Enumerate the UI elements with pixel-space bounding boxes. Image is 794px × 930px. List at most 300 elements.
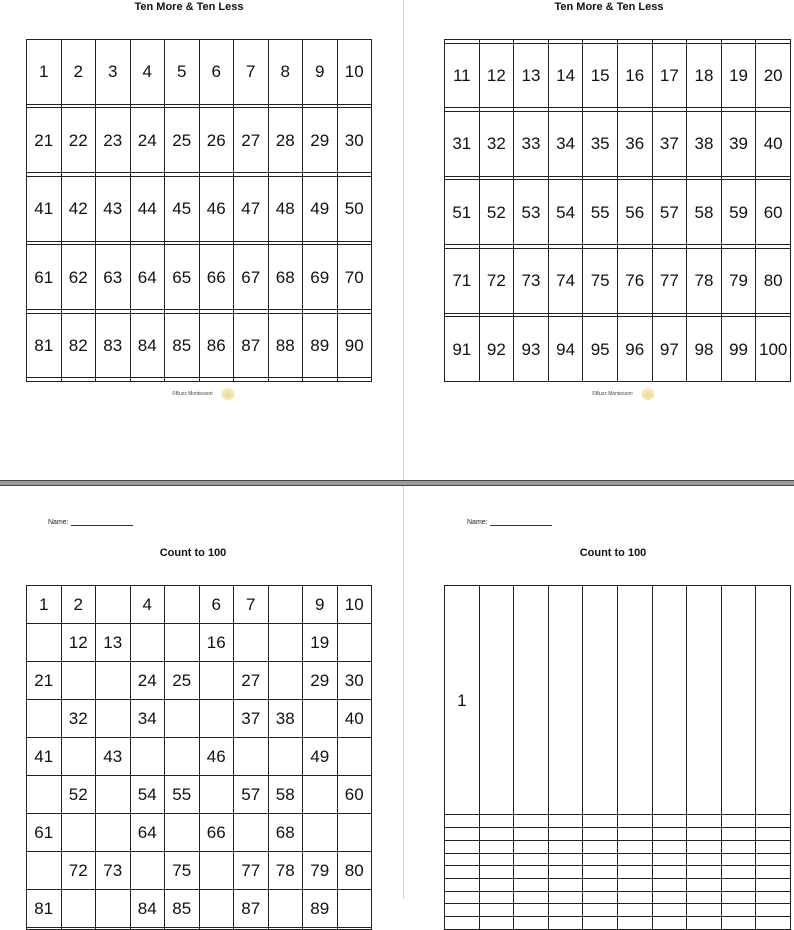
grid-cell[interactable]: 66	[199, 245, 234, 310]
grid-cell[interactable]	[337, 378, 372, 382]
grid-cell[interactable]: 27	[234, 661, 269, 699]
grid-cell[interactable]	[583, 828, 618, 841]
grid-cell[interactable]	[514, 917, 549, 930]
grid-cell[interactable]	[548, 904, 583, 917]
grid-cell[interactable]	[234, 813, 269, 851]
grid-cell[interactable]	[617, 879, 652, 892]
grid-cell[interactable]: 85	[165, 313, 200, 378]
grid-cell[interactable]	[165, 927, 200, 929]
grid-cell[interactable]: 55	[165, 775, 200, 813]
grid-cell[interactable]: 41	[27, 176, 62, 241]
grid-cell[interactable]: 48	[268, 176, 303, 241]
grid-cell[interactable]	[756, 586, 791, 815]
grid-cell[interactable]: 84	[130, 313, 165, 378]
grid-cell[interactable]: 35	[583, 111, 618, 176]
grid-cell[interactable]: 92	[479, 317, 514, 382]
grid-cell[interactable]: 39	[721, 111, 756, 176]
grid-cell[interactable]	[165, 699, 200, 737]
grid-cell[interactable]	[165, 737, 200, 775]
grid-cell[interactable]: 72	[479, 248, 514, 313]
grid-cell[interactable]: 10	[337, 586, 372, 624]
grid-cell[interactable]	[721, 840, 756, 853]
grid-cell[interactable]: 49	[303, 737, 338, 775]
grid-cell[interactable]: 60	[337, 775, 372, 813]
grid-cell[interactable]	[96, 889, 131, 927]
grid-cell[interactable]: 9	[303, 586, 338, 624]
grid-cell[interactable]	[479, 917, 514, 930]
grid-cell[interactable]: 60	[756, 180, 791, 245]
grid-cell[interactable]	[337, 813, 372, 851]
grid-cell[interactable]: 79	[303, 851, 338, 889]
grid-cell[interactable]	[756, 828, 791, 841]
grid-cell[interactable]: 71	[445, 248, 480, 313]
grid-cell[interactable]	[687, 586, 722, 815]
grid-cell[interactable]	[337, 889, 372, 927]
grid-cell[interactable]	[61, 737, 96, 775]
grid-cell[interactable]	[514, 840, 549, 853]
name-field-bottom-right[interactable]	[467, 517, 552, 526]
grid-cell[interactable]	[721, 828, 756, 841]
grid-cell[interactable]: 19	[303, 623, 338, 661]
grid-cell[interactable]: 30	[337, 108, 372, 173]
grid-cell[interactable]	[548, 853, 583, 866]
grid-cell[interactable]	[445, 879, 480, 892]
grid-cell[interactable]	[721, 879, 756, 892]
grid-cell[interactable]	[96, 813, 131, 851]
grid-cell[interactable]: 5	[165, 40, 200, 105]
grid-cell[interactable]: 26	[199, 108, 234, 173]
grid-cell[interactable]	[61, 927, 96, 929]
grid-cell[interactable]	[337, 927, 372, 929]
grid-cell[interactable]	[583, 904, 618, 917]
grid-cell[interactable]	[514, 586, 549, 815]
grid-cell[interactable]	[27, 775, 62, 813]
grid-cell[interactable]: 44	[130, 176, 165, 241]
grid-cell[interactable]: 57	[652, 180, 687, 245]
grid-cell[interactable]	[445, 904, 480, 917]
grid-cell[interactable]	[479, 586, 514, 815]
grid-cell[interactable]	[96, 586, 131, 624]
grid-cell[interactable]	[199, 775, 234, 813]
grid-cell[interactable]	[514, 879, 549, 892]
grid-cell[interactable]	[617, 904, 652, 917]
grid-cell[interactable]	[130, 851, 165, 889]
grid-cell[interactable]	[445, 917, 480, 930]
grid-cell[interactable]	[617, 853, 652, 866]
grid-cell[interactable]: 80	[756, 248, 791, 313]
grid-cell[interactable]: 55	[583, 180, 618, 245]
grid-cell[interactable]: 69	[303, 245, 338, 310]
grid-cell[interactable]: 93	[514, 317, 549, 382]
grid-cell[interactable]	[548, 917, 583, 930]
grid-cell[interactable]: 37	[652, 111, 687, 176]
grid-cell[interactable]	[721, 891, 756, 904]
grid-cell[interactable]	[756, 866, 791, 879]
grid-cell[interactable]: 15	[583, 43, 618, 108]
grid-cell[interactable]	[268, 623, 303, 661]
grid-cell[interactable]	[652, 815, 687, 828]
grid-cell[interactable]	[96, 378, 131, 382]
grid-cell[interactable]: 87	[234, 313, 269, 378]
grid-cell[interactable]	[514, 828, 549, 841]
grid-cell[interactable]: 94	[548, 317, 583, 382]
grid-cell[interactable]: 68	[268, 813, 303, 851]
grid-cell[interactable]: 98	[687, 317, 722, 382]
grid-cell[interactable]	[445, 828, 480, 841]
grid-cell[interactable]: 81	[27, 889, 62, 927]
grid-cell[interactable]: 91	[445, 317, 480, 382]
grid-cell[interactable]: 43	[96, 737, 131, 775]
grid-cell[interactable]: 75	[583, 248, 618, 313]
grid-cell[interactable]	[479, 891, 514, 904]
grid-cell[interactable]	[548, 840, 583, 853]
grid-cell[interactable]	[130, 623, 165, 661]
grid-cell[interactable]: 57	[234, 775, 269, 813]
grid-cell[interactable]: 95	[583, 317, 618, 382]
grid-cell[interactable]: 1	[27, 586, 62, 624]
grid-cell[interactable]: 54	[548, 180, 583, 245]
grid-cell[interactable]: 22	[61, 108, 96, 173]
grid-cell[interactable]	[721, 866, 756, 879]
grid-cell[interactable]	[27, 378, 62, 382]
grid-cell[interactable]	[514, 853, 549, 866]
grid-cell[interactable]	[268, 661, 303, 699]
grid-cell[interactable]	[687, 828, 722, 841]
grid-cell[interactable]: 11	[445, 43, 480, 108]
grid-cell[interactable]	[268, 378, 303, 382]
grid-cell[interactable]	[548, 815, 583, 828]
grid-cell[interactable]	[652, 917, 687, 930]
grid-cell[interactable]: 52	[61, 775, 96, 813]
grid-cell[interactable]	[548, 879, 583, 892]
grid-cell[interactable]: 87	[234, 889, 269, 927]
grid-cell[interactable]	[583, 879, 618, 892]
grid-cell[interactable]	[687, 879, 722, 892]
grid-cell[interactable]: 96	[617, 317, 652, 382]
grid-cell[interactable]	[652, 586, 687, 815]
grid-cell[interactable]: 78	[687, 248, 722, 313]
name-blank-line[interactable]	[71, 517, 133, 526]
grid-cell[interactable]: 66	[199, 813, 234, 851]
grid-cell[interactable]	[303, 927, 338, 929]
grid-cell[interactable]: 10	[337, 40, 372, 105]
grid-cell[interactable]	[96, 775, 131, 813]
grid-cell[interactable]	[199, 699, 234, 737]
grid-cell[interactable]: 76	[617, 248, 652, 313]
grid-cell[interactable]: 38	[268, 699, 303, 737]
grid-cell[interactable]	[687, 815, 722, 828]
grid-cell[interactable]: 29	[303, 661, 338, 699]
grid-cell[interactable]: 46	[199, 176, 234, 241]
grid-cell[interactable]: 32	[61, 699, 96, 737]
grid-cell[interactable]: 47	[234, 176, 269, 241]
grid-cell[interactable]: 81	[27, 313, 62, 378]
grid-cell[interactable]	[583, 917, 618, 930]
grid-cell[interactable]: 58	[687, 180, 722, 245]
grid-cell[interactable]	[687, 891, 722, 904]
grid-cell[interactable]: 21	[27, 108, 62, 173]
grid-cell[interactable]	[583, 586, 618, 815]
grid-cell[interactable]	[61, 378, 96, 382]
grid-cell[interactable]: 77	[234, 851, 269, 889]
grid-cell[interactable]: 45	[165, 176, 200, 241]
grid-cell[interactable]	[756, 891, 791, 904]
grid-cell[interactable]	[27, 927, 62, 929]
grid-cell[interactable]	[583, 853, 618, 866]
grid-cell[interactable]: 7	[234, 40, 269, 105]
grid-cell[interactable]: 99	[721, 317, 756, 382]
grid-cell[interactable]	[234, 927, 269, 929]
grid-cell[interactable]	[756, 879, 791, 892]
grid-cell[interactable]: 43	[96, 176, 131, 241]
grid-cell[interactable]: 46	[199, 737, 234, 775]
grid-cell[interactable]	[199, 378, 234, 382]
grid-cell[interactable]: 83	[96, 313, 131, 378]
grid-cell[interactable]: 33	[514, 111, 549, 176]
grid-cell[interactable]: 34	[130, 699, 165, 737]
grid-cell[interactable]	[303, 378, 338, 382]
grid-cell[interactable]: 90	[337, 313, 372, 378]
grid-cell[interactable]: 17	[652, 43, 687, 108]
grid-cell[interactable]: 23	[96, 108, 131, 173]
grid-cell[interactable]	[234, 737, 269, 775]
grid-cell[interactable]	[687, 853, 722, 866]
grid-cell[interactable]: 4	[130, 40, 165, 105]
grid-cell[interactable]: 88	[268, 313, 303, 378]
grid-cell[interactable]: 41	[27, 737, 62, 775]
grid-cell[interactable]: 25	[165, 108, 200, 173]
grid-cell[interactable]	[721, 586, 756, 815]
name-blank-line[interactable]	[490, 517, 552, 526]
grid-cell[interactable]	[268, 927, 303, 929]
grid-cell[interactable]	[756, 917, 791, 930]
grid-cell[interactable]: 12	[479, 43, 514, 108]
grid-cell[interactable]	[652, 866, 687, 879]
grid-cell[interactable]: 62	[61, 245, 96, 310]
grid-cell[interactable]: 86	[199, 313, 234, 378]
grid-cell[interactable]	[165, 813, 200, 851]
grid-cell[interactable]: 65	[165, 245, 200, 310]
grid-cell[interactable]: 16	[199, 623, 234, 661]
grid-cell[interactable]	[27, 699, 62, 737]
grid-cell[interactable]: 61	[27, 813, 62, 851]
grid-cell[interactable]: 38	[687, 111, 722, 176]
grid-cell[interactable]: 54	[130, 775, 165, 813]
grid-cell[interactable]	[479, 866, 514, 879]
grid-cell[interactable]	[303, 699, 338, 737]
grid-cell[interactable]	[652, 891, 687, 904]
grid-cell[interactable]: 24	[130, 108, 165, 173]
grid-cell[interactable]: 49	[303, 176, 338, 241]
grid-cell[interactable]	[337, 737, 372, 775]
grid-cell[interactable]: 59	[721, 180, 756, 245]
grid-cell[interactable]	[548, 586, 583, 815]
grid-cell[interactable]	[756, 853, 791, 866]
grid-cell[interactable]: 14	[548, 43, 583, 108]
grid-cell[interactable]	[165, 378, 200, 382]
grid-cell[interactable]	[548, 866, 583, 879]
grid-cell[interactable]: 74	[548, 248, 583, 313]
grid-cell[interactable]	[514, 815, 549, 828]
grid-cell[interactable]	[445, 853, 480, 866]
grid-cell[interactable]	[514, 904, 549, 917]
grid-cell[interactable]	[479, 828, 514, 841]
grid-cell[interactable]	[479, 853, 514, 866]
grid-cell[interactable]: 13	[514, 43, 549, 108]
grid-cell[interactable]: 50	[337, 176, 372, 241]
grid-cell[interactable]: 68	[268, 245, 303, 310]
grid-cell[interactable]	[199, 927, 234, 929]
grid-cell[interactable]: 12	[61, 623, 96, 661]
grid-cell[interactable]	[337, 623, 372, 661]
grid-cell[interactable]: 42	[61, 176, 96, 241]
grid-cell[interactable]: 24	[130, 661, 165, 699]
grid-cell[interactable]: 84	[130, 889, 165, 927]
grid-cell[interactable]	[721, 917, 756, 930]
grid-cell[interactable]: 28	[268, 108, 303, 173]
grid-cell[interactable]: 82	[61, 313, 96, 378]
grid-cell[interactable]	[514, 866, 549, 879]
grid-cell[interactable]	[268, 737, 303, 775]
grid-cell[interactable]: 16	[617, 43, 652, 108]
grid-cell[interactable]: 73	[96, 851, 131, 889]
grid-cell[interactable]	[583, 840, 618, 853]
grid-cell[interactable]: 13	[96, 623, 131, 661]
grid-cell[interactable]: 100	[756, 317, 791, 382]
grid-cell[interactable]: 20	[756, 43, 791, 108]
grid-cell[interactable]: 73	[514, 248, 549, 313]
grid-cell[interactable]: 4	[130, 586, 165, 624]
grid-cell[interactable]	[165, 623, 200, 661]
grid-cell[interactable]: 53	[514, 180, 549, 245]
grid-cell[interactable]: 34	[548, 111, 583, 176]
grid-cell[interactable]: 80	[337, 851, 372, 889]
grid-cell[interactable]: 18	[687, 43, 722, 108]
grid-cell[interactable]	[687, 917, 722, 930]
grid-cell[interactable]: 37	[234, 699, 269, 737]
grid-cell[interactable]: 40	[337, 699, 372, 737]
grid-cell[interactable]	[721, 904, 756, 917]
grid-cell[interactable]	[617, 828, 652, 841]
grid-cell[interactable]: 72	[61, 851, 96, 889]
grid-cell[interactable]	[96, 661, 131, 699]
grid-cell[interactable]	[652, 853, 687, 866]
grid-cell[interactable]: 31	[445, 111, 480, 176]
grid-cell[interactable]	[583, 866, 618, 879]
grid-cell[interactable]: 89	[303, 313, 338, 378]
grid-cell[interactable]: 85	[165, 889, 200, 927]
name-field-bottom-left[interactable]	[48, 517, 133, 526]
grid-cell[interactable]: 1	[27, 40, 62, 105]
grid-cell[interactable]: 21	[27, 661, 62, 699]
grid-cell[interactable]: 56	[617, 180, 652, 245]
grid-cell[interactable]	[130, 927, 165, 929]
grid-cell[interactable]	[756, 840, 791, 853]
grid-cell[interactable]	[687, 866, 722, 879]
grid-cell[interactable]	[234, 378, 269, 382]
grid-cell[interactable]	[96, 699, 131, 737]
grid-cell[interactable]	[445, 840, 480, 853]
grid-cell[interactable]	[617, 840, 652, 853]
grid-cell[interactable]	[548, 828, 583, 841]
grid-cell[interactable]	[199, 661, 234, 699]
grid-cell[interactable]	[268, 889, 303, 927]
grid-cell[interactable]: 29	[303, 108, 338, 173]
grid-cell[interactable]: 40	[756, 111, 791, 176]
grid-cell[interactable]	[61, 889, 96, 927]
grid-cell[interactable]	[652, 904, 687, 917]
grid-cell[interactable]	[268, 586, 303, 624]
grid-cell[interactable]	[303, 775, 338, 813]
grid-cell[interactable]	[617, 586, 652, 815]
grid-cell[interactable]: 63	[96, 245, 131, 310]
grid-cell[interactable]	[479, 879, 514, 892]
grid-cell[interactable]: 79	[721, 248, 756, 313]
grid-cell[interactable]	[756, 904, 791, 917]
grid-cell[interactable]: 1	[445, 586, 480, 815]
grid-cell[interactable]: 75	[165, 851, 200, 889]
grid-cell[interactable]	[617, 917, 652, 930]
grid-cell[interactable]	[199, 851, 234, 889]
grid-cell[interactable]: 8	[268, 40, 303, 105]
grid-cell[interactable]	[27, 851, 62, 889]
grid-cell[interactable]: 27	[234, 108, 269, 173]
grid-cell[interactable]: 2	[61, 586, 96, 624]
grid-cell[interactable]	[130, 737, 165, 775]
grid-cell[interactable]	[445, 866, 480, 879]
grid-cell[interactable]: 19	[721, 43, 756, 108]
grid-cell[interactable]	[617, 815, 652, 828]
grid-cell[interactable]	[514, 891, 549, 904]
grid-cell[interactable]: 64	[130, 245, 165, 310]
grid-cell[interactable]	[479, 815, 514, 828]
grid-cell[interactable]: 67	[234, 245, 269, 310]
grid-cell[interactable]	[756, 815, 791, 828]
grid-cell[interactable]	[445, 891, 480, 904]
grid-cell[interactable]	[96, 927, 131, 929]
grid-cell[interactable]	[721, 853, 756, 866]
grid-cell[interactable]	[652, 828, 687, 841]
grid-cell[interactable]	[652, 879, 687, 892]
grid-cell[interactable]	[687, 904, 722, 917]
grid-cell[interactable]: 36	[617, 111, 652, 176]
grid-cell[interactable]	[583, 815, 618, 828]
grid-cell[interactable]	[61, 813, 96, 851]
grid-cell[interactable]	[199, 889, 234, 927]
grid-cell[interactable]: 6	[199, 586, 234, 624]
grid-cell[interactable]	[617, 891, 652, 904]
grid-cell[interactable]: 64	[130, 813, 165, 851]
grid-cell[interactable]: 2	[61, 40, 96, 105]
grid-cell[interactable]	[165, 586, 200, 624]
grid-cell[interactable]: 32	[479, 111, 514, 176]
grid-cell[interactable]	[721, 815, 756, 828]
grid-cell[interactable]	[234, 623, 269, 661]
grid-cell[interactable]: 61	[27, 245, 62, 310]
grid-cell[interactable]: 30	[337, 661, 372, 699]
grid-cell[interactable]: 78	[268, 851, 303, 889]
grid-cell[interactable]: 6	[199, 40, 234, 105]
grid-cell[interactable]: 3	[96, 40, 131, 105]
grid-cell[interactable]	[617, 866, 652, 879]
grid-cell[interactable]	[445, 815, 480, 828]
grid-cell[interactable]	[583, 891, 618, 904]
grid-cell[interactable]	[548, 891, 583, 904]
grid-cell[interactable]	[130, 378, 165, 382]
grid-cell[interactable]: 97	[652, 317, 687, 382]
grid-cell[interactable]: 51	[445, 180, 480, 245]
grid-cell[interactable]	[303, 813, 338, 851]
